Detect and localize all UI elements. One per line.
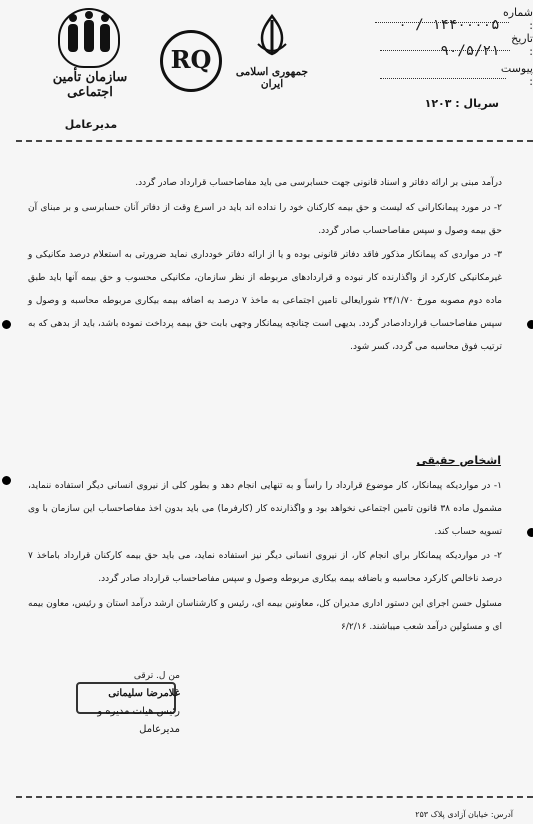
number-value: ۱۴۴۰۰۰۰۵ / ۰ — [398, 17, 500, 33]
bottom-tear-line — [16, 796, 533, 798]
punch-hole — [527, 528, 533, 537]
attachment-field — [500, 62, 533, 88]
date-field — [440, 32, 533, 59]
republic-name: جمهوری اسلامی ایران — [235, 66, 309, 90]
rq-mark: RQ — [170, 45, 212, 74]
attachment-label: پیوست : — [500, 62, 533, 88]
managing-director-label: مدیرعامل — [64, 118, 118, 131]
closing-paragraph: مسئول حسن اجرای این دستور اداری مدیران کل، معاونین بیمه ای، رئیس و کارشناسان ارشد درآمد استان و رئیس، معاون بیمه ای و مسئولین درآمد شعب میباشند. ۶/۲/۱۶ — [28, 598, 502, 632]
tamin-logo — [40, 8, 140, 112]
org-name: سازمان تأمین اجتماعی — [52, 70, 128, 100]
natural-persons-heading: اشخاص حقیقی — [416, 454, 501, 467]
date-label: تاریخ : — [511, 32, 533, 58]
top-tear-line — [16, 140, 533, 142]
signature-scrawl: من ل. ترقی — [133, 671, 180, 681]
natural-item-2: ۲- در مواردیکه پیمانکار برای انجام کار، از نیروی انسانی دیگر نیز استفاده نماید، می باید حق بیمه کارکنان قرارداد باماخذ ۷ درصد ناخالص کارکرد محاسبه و باضافه بیمه بیکاری مربوطه وصول و سپس مفاصاحساب قرارداد صادر گردد. — [28, 551, 502, 585]
attachment-line — [380, 78, 506, 79]
signatory-title: رئیس هیات مدیره و مدیرعامل — [97, 706, 180, 735]
number-label: شماره : — [502, 6, 533, 32]
natural-item-1: ۱- در مواردیکه پیمانکار، کار موضوع قرارداد را راساً و به تنهایی انجام دهد و بطور کلی از نیروی انسانی دیگر استفاده ننماید، مشمول ماده ۳۸ قانون تامین اجتماعی نخواهد بود و واگذارنده کار (کارفرما) می باید بدون اخذ مفاصاحساب این سازمان با وی تسویه حساب کند. — [28, 481, 502, 537]
punch-hole — [2, 320, 11, 329]
date-line — [380, 50, 510, 51]
iran-emblem-icon — [254, 14, 290, 56]
intro-paragraph: درآمد مبنی بر ارائه دفاتر و اسناد قانونی جهت حسابرسی می باید مفاصاحساب قرارداد صادر گردد. — [135, 178, 502, 188]
legal-item-3: ۳- در مواردی که پیمانکار مذکور فاقد دفاتر قانونی بوده و یا از ارائه دفاتر خودداری نماید ضرورتی به استعلام درصد مکانیکی و غیرمکانیکی کارکرد از واگذارنده کار نبوده و قراردادهای مربوطه از نظر سازمان، مکانیکی محسوب و حق بیمه آنها باید طبق ماده دوم مصوبه مورخ ۲۴/۱/۷۰ شورایعالی تامین اجتماعی به ماخذ ۷ درصد به اضافه بیمه بیکاری مربوطه محاسبه و وصول و سپس مفاصاحساب قراردادصادر گردد. بدیهی است چنانچه پیمانکار وجهی بابت حق بیمه پرداخت نموده باشد، باید از بدهی که به ترتیب فوق محاسبه می گردد، کسر شود. — [28, 250, 503, 352]
punch-hole — [2, 476, 11, 485]
natural-persons-section — [28, 475, 502, 641]
quality-cert-logo — [160, 30, 222, 92]
signatory-name: غلامرضا سلیمانی — [108, 688, 180, 699]
serial-number: سریال : ۱۲۰۳ — [424, 97, 499, 110]
punch-hole — [527, 320, 533, 329]
iran-emblem-logo — [232, 14, 312, 106]
legal-item-2: ۲- در مورد پیمانکارانی که لیست و حق بیمه کارکنان خود را نداده اند باید در اسرع وقت از دفاتر آنان حسابرسی و بر مبنای آن حق بیمه وصول و سپس مفاصاحساب صادر گردد. — [28, 202, 502, 236]
number-line — [375, 22, 509, 23]
tamin-emblem-icon — [58, 8, 120, 68]
number-field — [398, 6, 533, 33]
legal-persons-section — [28, 172, 502, 360]
signature-block — [68, 667, 180, 739]
date-value: ۹۰/۵/۲۱ — [440, 43, 500, 59]
address-footer: آدرس: خیابان آزادی پلاک ۲۵۳ — [415, 810, 513, 819]
